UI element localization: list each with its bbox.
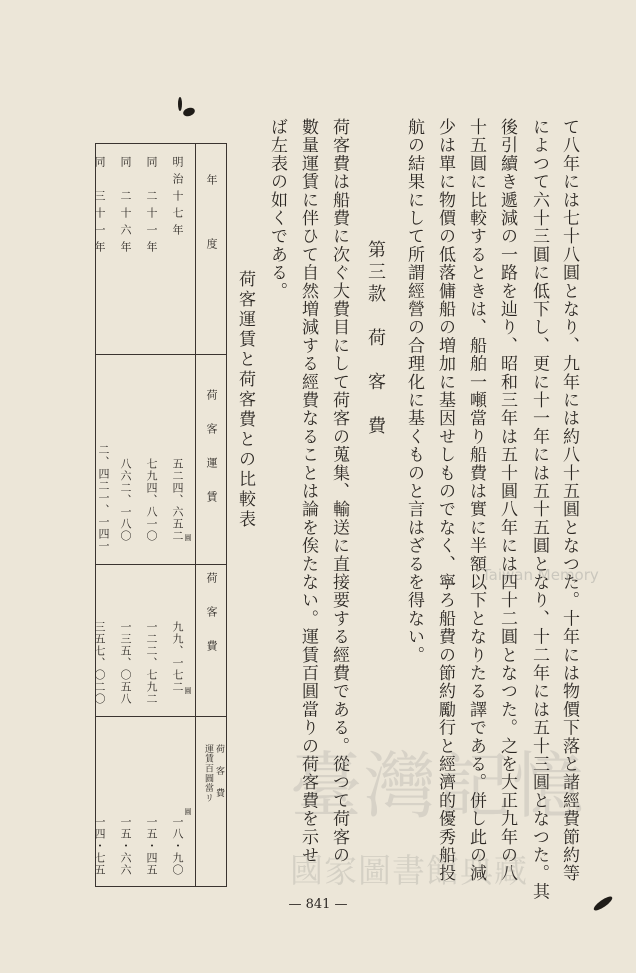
section-column-1: 荷客費は船費に次ぐ大費目にして荷客の蒐集、輸送に直接要する經費である。從つて荷客の <box>329 118 349 865</box>
body-column-5: 少は單に物價の低落傭船の増加に基因せしものでなく、寧ろ船費の節約勵行と經濟的優秀船投 <box>435 118 455 883</box>
body-column-1: て八年には七十八圓となり、九年には約八十五圓となつた。十年には物價下落と諸經費節約等 <box>559 118 579 883</box>
cost-cell: 三五七、〇二〇 <box>93 621 106 705</box>
section-heading: 第三款 荷 客 費 <box>365 240 386 438</box>
freight-unit: 圓 <box>184 534 192 542</box>
cost-cell: 一二二、七九二 <box>145 621 158 705</box>
header-cost: 荷 客 費 <box>205 572 218 656</box>
per100-unit: 圓 <box>184 808 192 816</box>
year-cell: 同 二十六年 <box>119 156 132 258</box>
freight-cell: 七九四、八一〇 <box>145 458 158 542</box>
header-per100-line1: 運賃百圓當リ <box>203 744 213 803</box>
table-divider-3 <box>96 716 226 717</box>
table-divider-2 <box>96 564 226 565</box>
cost-cell: 九九、一七二 <box>171 621 184 693</box>
per100-cell: 一五・六六 <box>119 816 132 876</box>
per100-cell: 一五・四五 <box>145 816 158 876</box>
year-cell: 同 三十一年 <box>93 156 106 258</box>
freight-cell: 二、四二一、一四一 <box>97 444 110 552</box>
page-number: — 841 — <box>288 897 348 912</box>
per100-cell: 一四・七五 <box>93 816 106 876</box>
per100-cell: 一八・九〇 <box>171 816 184 876</box>
comparison-table <box>95 143 227 887</box>
table-divider-1 <box>96 354 226 355</box>
cost-cell: 一三五、〇五八 <box>119 621 132 705</box>
section-column-2: 數量運賃に伴ひて自然増減する經費なることは論を俟たない。運賃百圓當りの荷客費を示せ <box>298 118 318 865</box>
body-column-2: によつて六十三圓に低下し、更に十一年には五十五圓となり、十二年には五十三圓となつた。其 <box>529 118 549 901</box>
year-cell: 同 二十一年 <box>145 156 158 258</box>
table-title: 荷客運賃と荷客費との比較表 <box>235 270 255 530</box>
body-column-3: 後引續き遞減の一路を辿り、昭和三年は五十圓八年には四十二圓となつた。之を大正九年の八 <box>497 118 517 883</box>
watermark-logo: 臺灣記憶 <box>290 744 587 828</box>
section-column-3: ば左表の如くである。 <box>267 118 287 300</box>
watermark-english: Taiwan Memory <box>482 566 599 584</box>
freight-cell: 八六二、一八〇 <box>119 458 132 542</box>
body-column-4: 十五圓に比較するときは、船舶一噸當り船費は實に半額以下となりたる譯である。併し此の減 <box>466 118 486 883</box>
cost-unit: 圓 <box>184 687 192 695</box>
ink-mark <box>182 106 196 118</box>
ink-mark <box>178 97 182 111</box>
header-freight: 荷 客 運 賃 <box>205 389 218 507</box>
header-per100-line2: 荷 客 費 <box>214 744 224 799</box>
freight-cell: 五二四、六五二 <box>171 458 184 542</box>
watermark-library-name: 國家圖書館典藏 <box>290 851 528 890</box>
year-cell: 明治十七年 <box>171 156 184 241</box>
header-year: 年 度 <box>205 174 218 254</box>
body-column-6: 航の結果にして所謂經營の合理化に基くものと言はざるを得ない。 <box>404 118 424 664</box>
